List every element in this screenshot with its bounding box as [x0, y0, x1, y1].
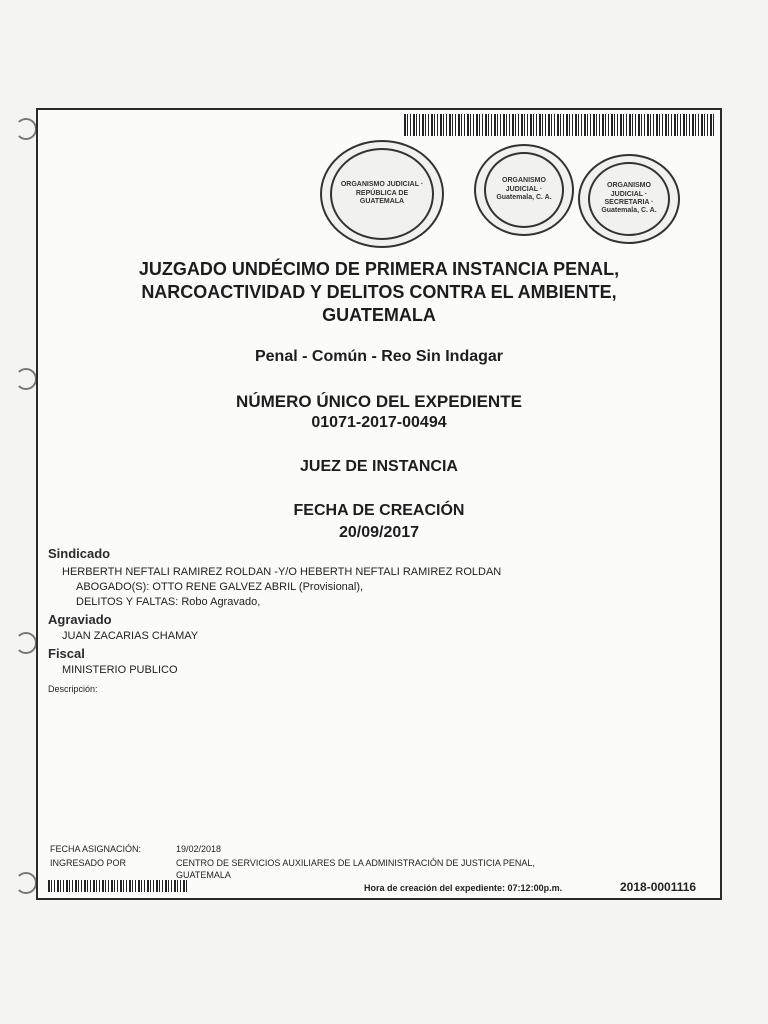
agraviado-name: JUAN ZACARIAS CHAMAY	[62, 630, 199, 642]
punch-hole-bottom	[15, 872, 37, 894]
ingresado-value-2: GUATEMALA	[176, 870, 231, 880]
court-name-line-1: JUZGADO UNDÉCIMO DE PRIMERA INSTANCIA PENAL,	[138, 259, 620, 279]
descripcion-label: Descripción:	[48, 684, 98, 694]
court-name-line-2: NARCOACTIVIDAD Y DELITOS CONTRA EL AMBIENTE,	[141, 282, 617, 302]
punch-hole-middle	[15, 368, 37, 390]
sindicado-delitos: DELITOS Y FALTAS: Robo Agravado,	[76, 596, 261, 608]
ingresado-label: INGRESADO POR	[50, 858, 127, 868]
sindicado-abogados: ABOGADO(S): OTTO RENE GALVEZ ABRIL (Provisional),	[76, 581, 364, 593]
punch-hole-top	[15, 118, 37, 140]
punch-hole-lower	[15, 632, 37, 654]
second-seal	[474, 144, 574, 236]
ingresado-value-1: CENTRO DE SERVICIOS AUXILIARES DE LA ADMINISTRACIÓN DE JUSTICIA PENAL,	[176, 858, 535, 868]
expediente-label: NÚMERO ÚNICO DEL EXPEDIENTE	[236, 392, 522, 411]
hora-creacion: Hora de creación del expediente: 07:12:00p.m.	[364, 883, 563, 893]
fiscal-name: MINISTERIO PUBLICO	[62, 664, 178, 676]
expediente-code: 2018-0001116	[620, 880, 697, 894]
third-seal-text: ORGANISMO JUDICIAL · SECRETARIA · Guatemala, C. A.	[601, 182, 657, 215]
fecha-asignacion-label: FECHA ASIGNACIÓN:	[50, 844, 142, 854]
expediente-number: 01071-2017-00494	[311, 414, 447, 431]
agraviado-label: Agraviado	[48, 612, 112, 627]
main-seal-text: ORGANISMO JUDICIAL · REPÚBLICA DE GUATEMALA	[340, 181, 424, 206]
court-name-line-3: GUATEMALA	[322, 305, 436, 325]
creation-date: 20/09/2017	[338, 524, 420, 541]
judge-label: JUEZ DE INSTANCIA	[300, 458, 458, 475]
creation-date-label: FECHA DE CREACIÓN	[293, 502, 465, 519]
second-seal-text: ORGANISMO JUDICIAL · Guatemala, C. A.	[496, 177, 552, 202]
case-type: Penal - Común - Reo Sin Indagar	[254, 348, 504, 365]
fiscal-label: Fiscal	[48, 646, 85, 661]
case-cover-sheet	[36, 108, 722, 900]
fecha-asignacion-value: 19/02/2018	[176, 844, 222, 854]
sindicado-label: Sindicado	[48, 546, 111, 561]
main-court-seal	[320, 140, 444, 248]
third-seal	[578, 154, 680, 244]
top-barcode	[404, 114, 714, 136]
sindicado-name: HERBERTH NEFTALI RAMIREZ ROLDAN -Y/O HEBERTH NEFTALI RAMIREZ ROLDAN	[62, 566, 502, 578]
bottom-barcode	[48, 880, 188, 892]
